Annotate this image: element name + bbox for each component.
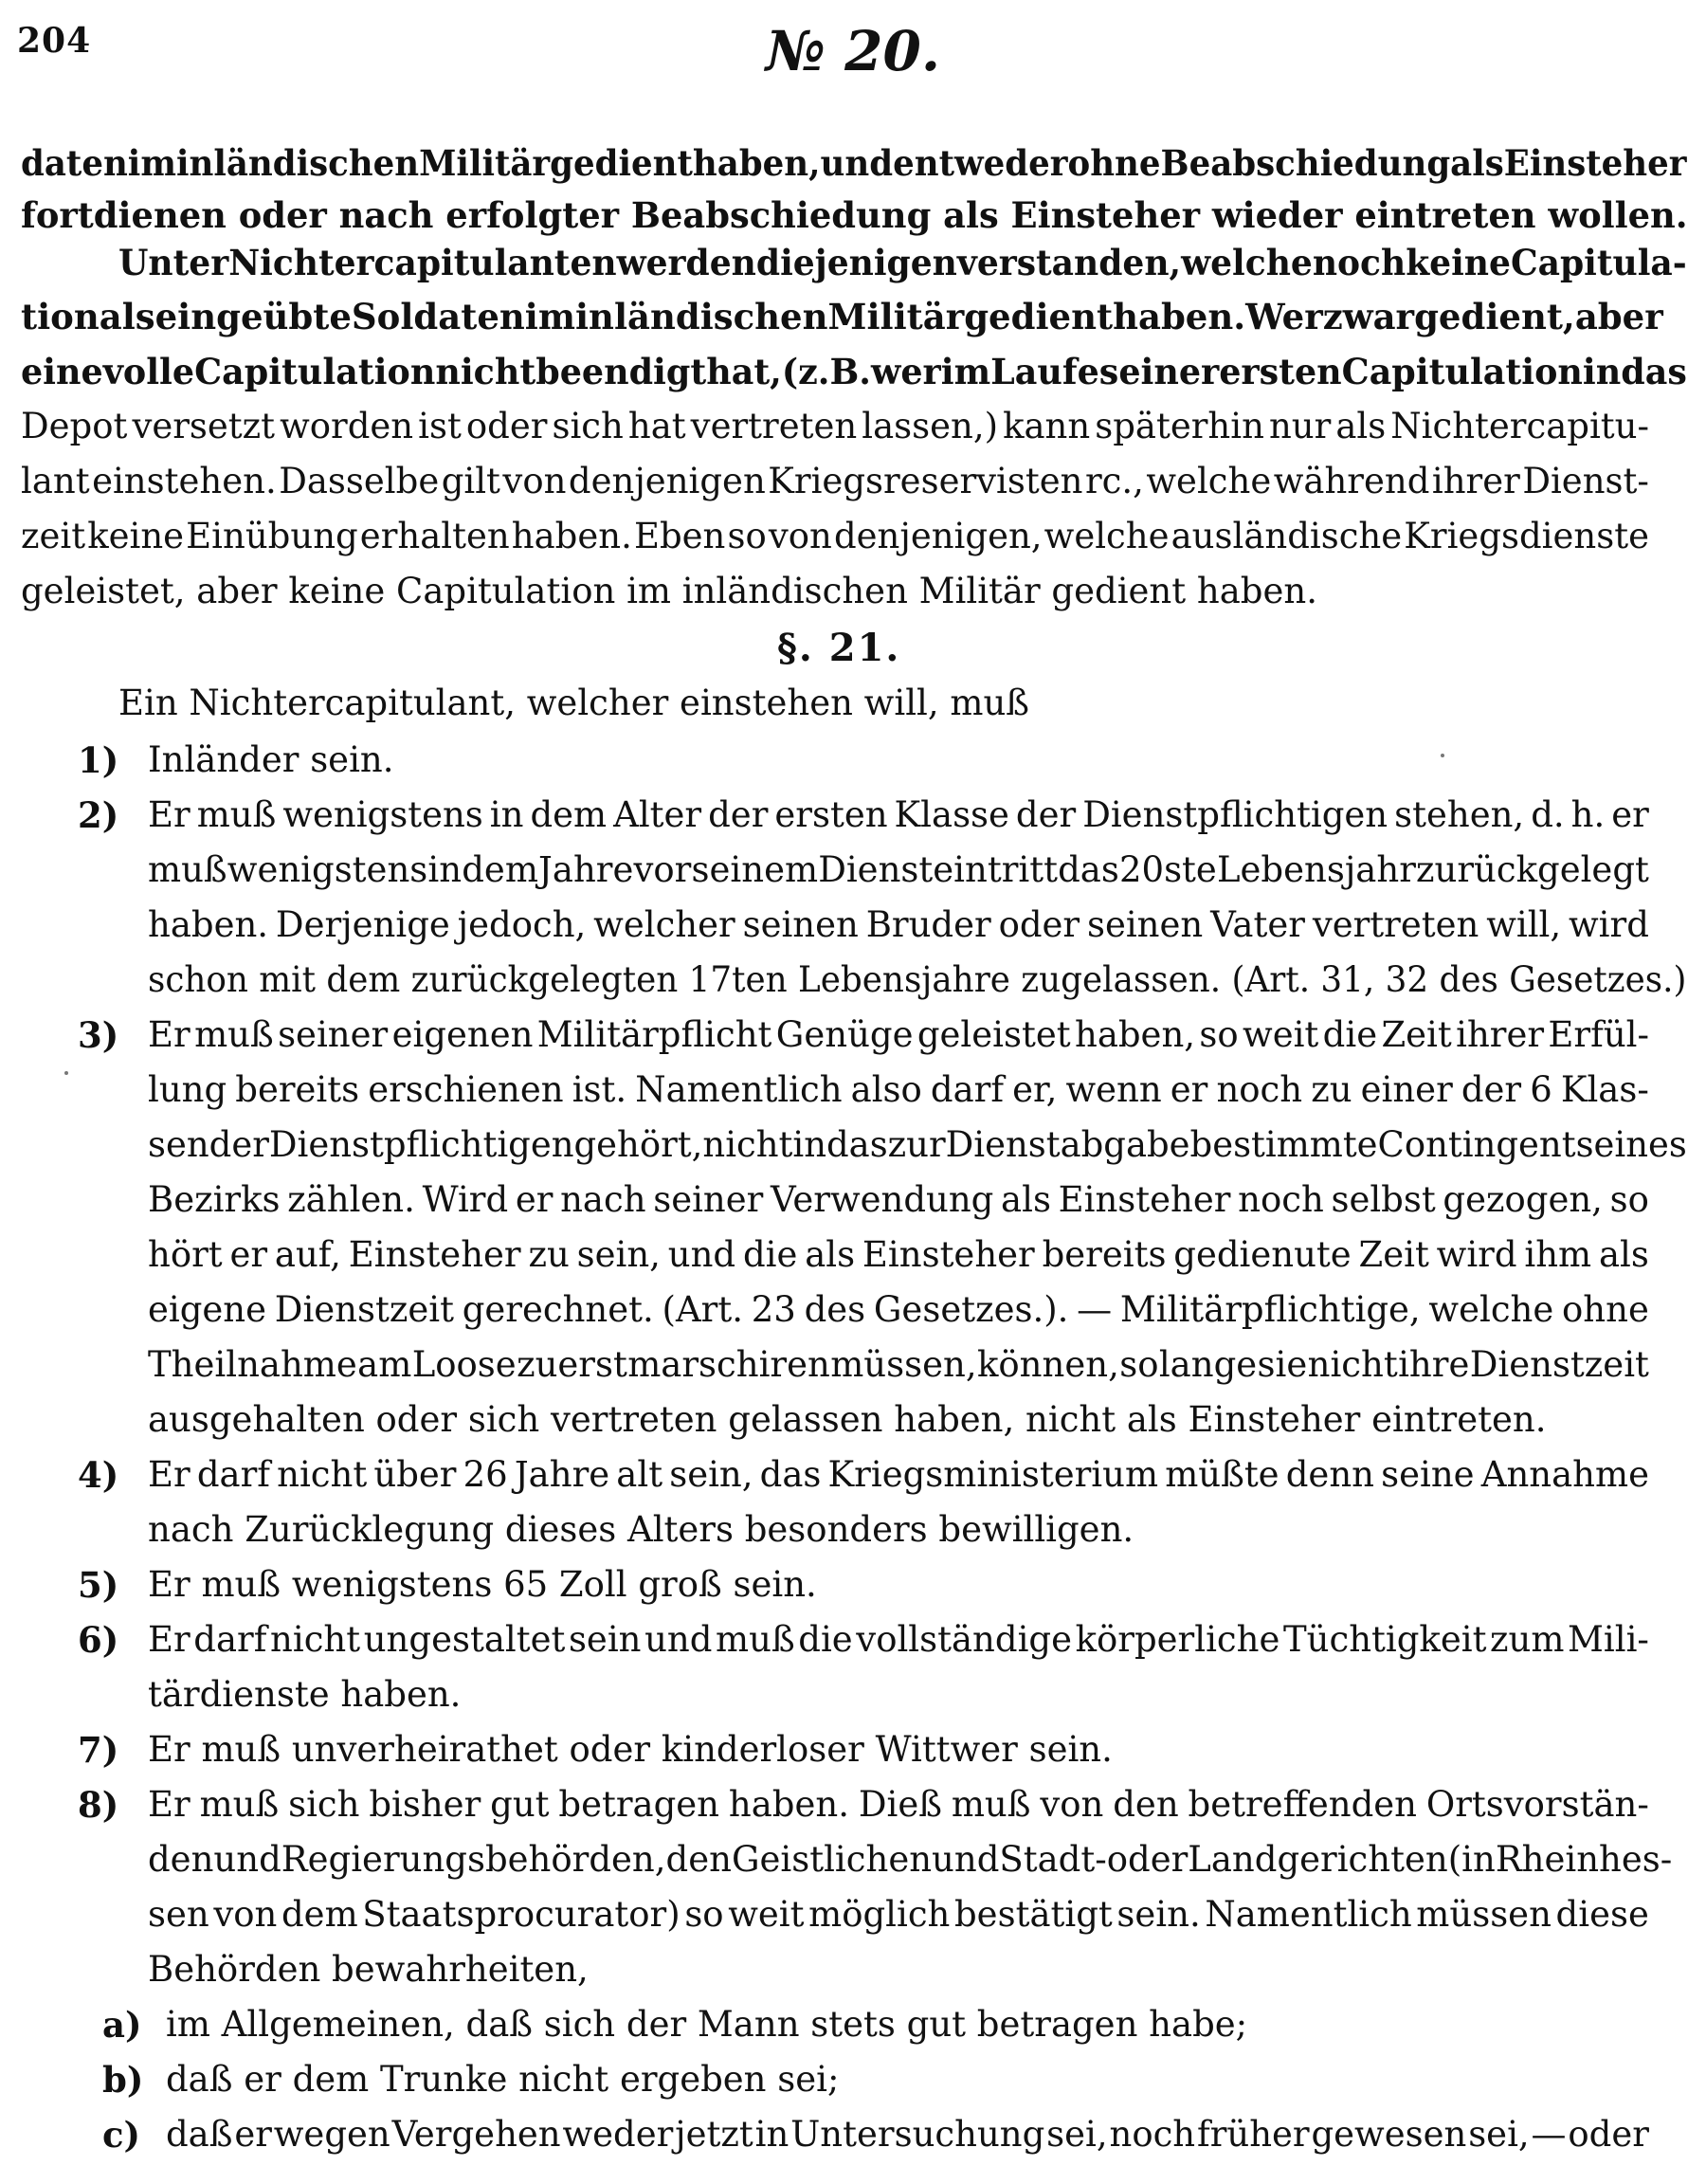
- text-line: Er muß unverheirathet oder kinderloser Wittwer sein.: [148, 1729, 1113, 1770]
- text-line: hört er auf, Einsteher zu sein, und die als Einsteher bereits gedienute Zeit wird ihm als: [148, 1234, 1649, 1275]
- text-line: fortdienen oder nach erfolgter Beabschiedung als Einsteher wieder eintreten wollen.: [21, 194, 1688, 236]
- subitem-text: im Allgemeinen, daß sich der Mann stets gut betragen habe;: [166, 2004, 1248, 2045]
- text-line: tärdienste haben.: [148, 1674, 462, 1715]
- text-line: muß wenigstens in dem Jahre vor seinem Diensteintritt das 20ste Lebensjahr zurückgelegt: [148, 849, 1649, 890]
- text-line: Er muß seiner eigenen Militärpflicht Genüge geleistet haben, so weit die Zeit ihrer Erfül-: [148, 1014, 1649, 1055]
- section-intro: Ein Nichtercapitulant, welcher einstehen will, muß: [118, 682, 1030, 723]
- text-line: sen der Dienstpflichtigen gehört, nicht in das zur Dienstabgabe bestimmte Contingent seines: [148, 1124, 1687, 1165]
- page-number: 204: [17, 21, 92, 61]
- text-line: lung bereits erschienen ist. Namentlich also darf er, wenn er noch zu einer der 6 Klas-: [148, 1069, 1649, 1110]
- text-line: geleistet, aber keine Capitulation im inländischen Militär gedient haben.: [21, 571, 1317, 611]
- text-line: Unter Nichtercapitulanten werden diejenigen verstanden, welche noch keine Capitula-: [118, 242, 1687, 283]
- item-number: 3): [78, 1014, 119, 1056]
- text-line: Er darf nicht ungestaltet sein und muß die vollständige körperliche Tüchtigkeit zum Mili-: [148, 1619, 1649, 1660]
- subitem-text: daß er wegen Vergehen weder jetzt in Untersuchung sei, noch früher gewesen sei, — oder: [166, 2114, 1649, 2155]
- text-line: tion als eingeübte Soldaten im inländischen Militär gedient haben. Wer zwar gedient, aber: [21, 296, 1663, 337]
- text-line: Inländer sein.: [148, 739, 394, 780]
- item-number: 7): [78, 1729, 119, 1771]
- text-line: nach Zurücklegung dieses Alters besonders bewilligen.: [148, 1509, 1134, 1550]
- text-line: Er muß sich bisher gut betragen haben. Dieß muß von den betreffenden Ortsvorstän-: [148, 1784, 1649, 1825]
- text-line: Bezirks zählen. Wird er nach seiner Verwendung als Einsteher noch selbst gezogen, so: [148, 1179, 1649, 1220]
- text-line: daten im inländischen Militär gedient haben, und entweder ohne Beabschiedung als Einsteher: [21, 142, 1687, 184]
- item-number: 2): [78, 794, 119, 836]
- text-line: Er muß wenigstens in dem Alter der ersten Klasse der Dienstpflichtigen stehen, d. h. er: [148, 794, 1649, 835]
- text-line: Behörden bewahrheiten,: [148, 1949, 589, 1990]
- text-line: haben. Derjenige jedoch, welcher seinen Bruder oder seinen Vater vertreten will, wird: [148, 904, 1649, 945]
- text-line: sen von dem Staatsprocurator) so weit möglich bestätigt sein. Namentlich müssen diese: [148, 1894, 1649, 1935]
- text-line: Er muß wenigstens 65 Zoll groß sein.: [148, 1564, 817, 1605]
- text-line: Depot versetzt worden ist oder sich hat vertreten lassen,) kann späterhin nur als Nichtercapitu-: [21, 406, 1649, 446]
- text-line: zeit keine Einübung erhalten haben. Eben so von denjenigen, welche ausländische Kriegsdienste: [21, 516, 1649, 556]
- text-line: den und Regierungsbehörden, den Geistlichen und Stadt- oder Landgerichten (in Rheinhes-: [148, 1839, 1673, 1880]
- subitem-letter: b): [102, 2059, 144, 2101]
- text-line: lant einstehen. Dasselbe gilt von denjenigen Kriegsreservisten rc., welche während ihrer Dienst-: [21, 461, 1649, 501]
- print-speck: [64, 1071, 68, 1075]
- subitem-letter: a): [102, 2004, 142, 2046]
- text-line: schon mit dem zurückgelegten 17ten Lebensjahre zugelassen. (Art. 31, 32 des Gesetzes.): [148, 959, 1687, 1000]
- item-number: 6): [78, 1619, 119, 1661]
- text-line: eine volle Capitulation nicht beendigt hat, (z. B. wer im Laufe seiner ersten Capitulation in das: [21, 351, 1687, 392]
- item-number: 1): [78, 739, 119, 781]
- item-number: 8): [78, 1784, 119, 1826]
- print-speck: [1441, 754, 1444, 757]
- text-line: eigene Dienstzeit gerechnet. (Art. 23 des Gesetzes.). — Militärpflichtige, welche ohne: [148, 1289, 1649, 1330]
- item-number: 5): [78, 1564, 119, 1606]
- text-line: Er darf nicht über 26 Jahre alt sein, das Kriegsministerium müßte denn seine Annahme: [148, 1454, 1649, 1495]
- text-line: ausgehalten oder sich vertreten gelassen haben, nicht als Einsteher eintreten.: [148, 1399, 1547, 1440]
- text-line: Theilnahme am Loose zuerst marschiren müssen, können, so lange sie nicht ihre Dienstzeit: [148, 1344, 1649, 1385]
- item-number: 4): [78, 1454, 119, 1496]
- section-heading: §. 21.: [777, 626, 901, 670]
- issue-number: № 20.: [765, 19, 941, 83]
- subitem-letter: c): [102, 2114, 141, 2156]
- subitem-text: daß er dem Trunke nicht ergeben sei;: [166, 2059, 840, 2100]
